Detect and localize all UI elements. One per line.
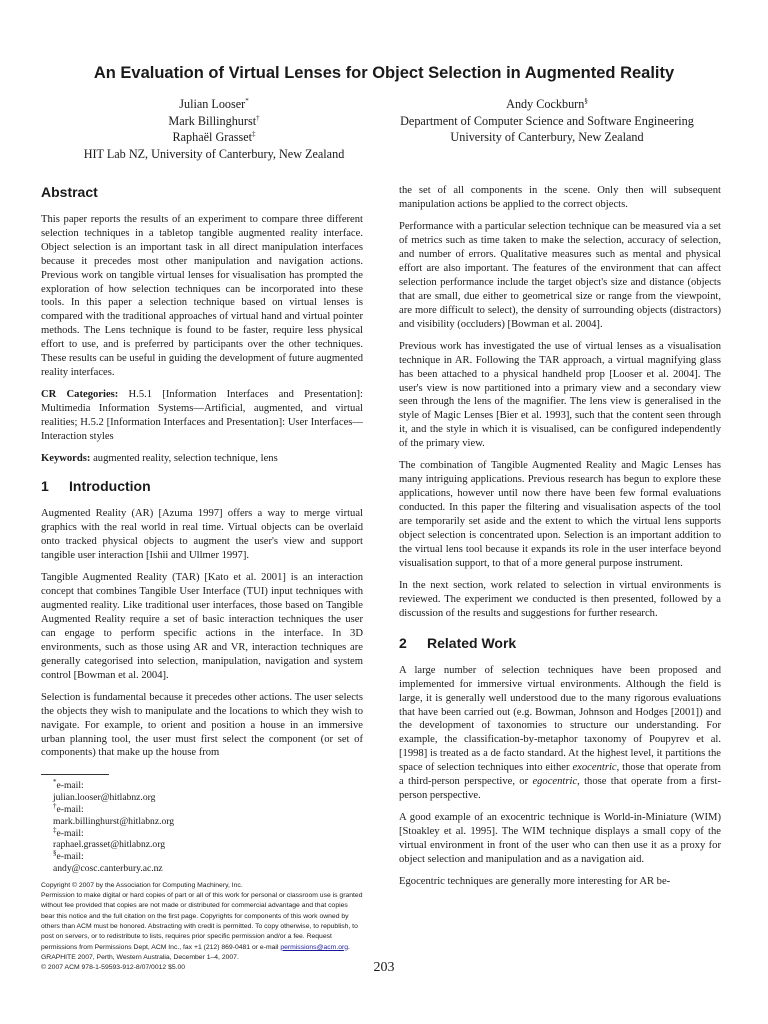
abstract-heading: Abstract — [41, 184, 98, 200]
author-line: Julian Looser* — [179, 96, 249, 111]
keywords: Keywords: augmented reality, selection technique, lens — [41, 453, 278, 465]
intro-paragraph: Tangible Augmented Reality (TAR) [Kato et al. 2001] is an interaction concept that combines Tangible User Interface (TUI) input techniques with augmented reality. Like traditional user interfaces, those based on Tangible Augmented Reality require a set of basic interaction techniques the user can engage to perform specific actions in the interface. In 3D environments, such as those using AR and VR, interaction techniques are generally categorised into selection, manipulation, navigation and system control [Bowman et al. 2004]. — [41, 572, 363, 681]
body-paragraph: the set of all components in the scene. Only then will subsequent manipulation actions be applied to the correct objects. — [399, 185, 721, 210]
copyright-notice — [41, 881, 363, 974]
footnote: ‡e-mail: raphael.grasset@hitlabnz.org — [53, 825, 166, 851]
abstract-text: This paper reports the results of an experiment to compare three different selection techniques in a tabletop tangible augmented reality interface. Object selection is an important task in all direct manipulation interfaces because it precedes most other manipulation and navigation actions. Previous work on tangible virtual lenses for visualisation has prompted the exploration of how selection techniques can be incorporated into these tools. In this paper a selection technique based on virtual lenses is compared with the traditional approaches of virtual hand and virtual pointer methods. The Lens technique is found to be faster, require less physical effort to use, and is preferred by participants over the other techniques. These results can be useful in guiding the development of future augmented reality interfaces. — [41, 214, 363, 378]
related-paragraph: Egocentric techniques are generally more interesting for AR be- — [399, 876, 671, 888]
footnote: §e-mail: andy@cosc.canterbury.ac.nz — [53, 848, 163, 874]
author-line: Andy Cockburn§ — [506, 96, 588, 111]
footnotes — [41, 774, 175, 874]
author-affiliation: University of Canterbury, New Zealand — [450, 130, 644, 144]
body-paragraph: Previous work has investigated the use of virtual lenses as a visualisation technique in AR. Following the TAR approach, a virtual magnifying glass has been attached to a physical handheld prop [Looser et al. 2004]. The user's view is now partitioned into a primary view and a secondary view seen through the lens of the magnifier. The lens view is generalised in the style of Magic Lenses [Bier et al. 1993], such that the content seen through it, and the style in which it is visualised, can be configured independently of the primary view. — [399, 340, 721, 450]
isbn-line: © 2007 ACM 978-1-59593-912-8/07/0012 $5.00 — [41, 964, 186, 972]
copyright-line: Copyright © 2007 by the Association for Computing Machinery, Inc. — [41, 881, 243, 889]
body-paragraph: Performance with a particular selection technique can be measured via a set of metrics such as time taken to make the selection, accuracy of selection, and number of errors. Qualitative measures such as mental and physical effort are also important. The features of the environment that can affect selection performance include the target object's size and distance (objects that are small, due either to geometrical size or range from the viewpoint, are more difficult to select), the density of surrounding objects (distractors) and visibility (occluders) [Bowman et al. 2004]. — [399, 221, 721, 330]
related-paragraph: A large number of selection techniques have been proposed and implemented for immersive virtual environments. Although the field is large, it is generally well understood due to the many rigorous evaluations that have been carried out (e.g. Bowman, Johnson and Hodges [2001]) and the development of taxonomies to structure our understanding. For example, the classification-by-metaphor taxonomy of Poupyrev et al. [1998] is treated as a de facto standard. At the highest level, it partitions the space of selection techniques into either exocentric, those that operate from a third-person perspective, or egocentric, those that operate from a first-person perspective. — [399, 664, 721, 801]
permissions-email-link[interactable]: permissions@acm.org — [280, 943, 349, 951]
footnote: †e-mail: mark.billinghurst@hitlabnz.org — [53, 801, 175, 827]
page-number: 203 — [373, 960, 395, 975]
paper-title: An Evaluation of Virtual Lenses for Object Selection in Augmented Reality — [93, 64, 675, 82]
body-paragraph: The combination of Tangible Augmented Reality and Magic Lenses has many intriguing applications. Previous research has begun to explore these applications, however until now there have been few formal evaluations conducted. In this paper the filtering and visualisation aspects of the tool are temporarily set aside and the extent to which the virtual lens supports object selection is concentrated upon. Selection is an important addition to the virtual lens tool because it expands its role in the user interface beyond visualisation support, to that of a more general purpose instrument. — [399, 460, 721, 569]
conference-line: GRAPHITE 2007, Perth, Western Australia, December 1–4, 2007. — [41, 953, 239, 961]
related-work-heading: 2 Related Work — [399, 634, 517, 651]
body-paragraph: In the next section, work related to selection in virtual environments is reviewed. The experiment we conducted is then presented, followed by a discussion of the results and suggestions for further research. — [399, 580, 721, 619]
related-paragraph: A good example of an exocentric technique is World-in-Miniature (WIM) [Stoakley et al. 1995]. The WIM technique displays a small copy of the virtual environment in front of the user who can then use it as a proxy for object selection and manipulation and as a navigation aid. — [399, 812, 721, 866]
footnote: *e-mail: julian.looser@hitlabnz.org — [53, 778, 156, 804]
introduction-heading: 1 Introduction — [41, 478, 151, 495]
intro-paragraph: Selection is fundamental because it precedes other actions. The user selects the objects they wish to manipulate and the locations to which they wish to navigate. For example, to orient and position a house in an immersive urban planning tool, the user must first select the component (or set of components) that make up the house from — [41, 691, 363, 759]
authors-right — [370, 96, 724, 146]
author-line: Raphaël Grasset‡ — [172, 129, 256, 144]
left-column — [41, 184, 363, 996]
cr-categories: CR Categories: H.5.1 [Information Interfaces and Presentation]: Multimedia Information Systems—Artificial, augmented, and virtual realities; H.5.2 [Information Interfaces and Presentation]: User Interfaces—Interaction styles — [41, 389, 363, 442]
authors-left — [64, 96, 364, 162]
author-affiliation: HIT Lab NZ, University of Canterbury, New Zealand — [83, 146, 345, 161]
author-line: Mark Billinghurst† — [168, 113, 260, 128]
intro-paragraph: Augmented Reality (AR) [Azuma 1997] offers a way to merge virtual graphics with the real world in real time. Virtual objects can be overlaid onto tracked physical objects to augment the user's view and support tangible user interaction [Ishii and Ullmer 1997]. — [41, 508, 363, 561]
author-affiliation: Department of Computer Science and Software Engineering — [400, 113, 694, 128]
permission-text: Permission to make digital or hard copies of part or all of this work for personal or classroom use is granted without fee provided that copies are not made or distributed for commercial advantage and that copies bear this notice and the full citation on the first page. Copyrights for components of this work owned by others than ACM must be honored. Abstracting with credit is permitted. To copy otherwise, to republish, to post on servers, or to redistribute to lists, requires prior specific permission and/or a fee. Request permissions from Permissions Dept, ACM Inc., fax +1 (212) 869-0481 or e-mail permissions@acm.org. — [41, 892, 363, 951]
right-column — [399, 184, 721, 924]
